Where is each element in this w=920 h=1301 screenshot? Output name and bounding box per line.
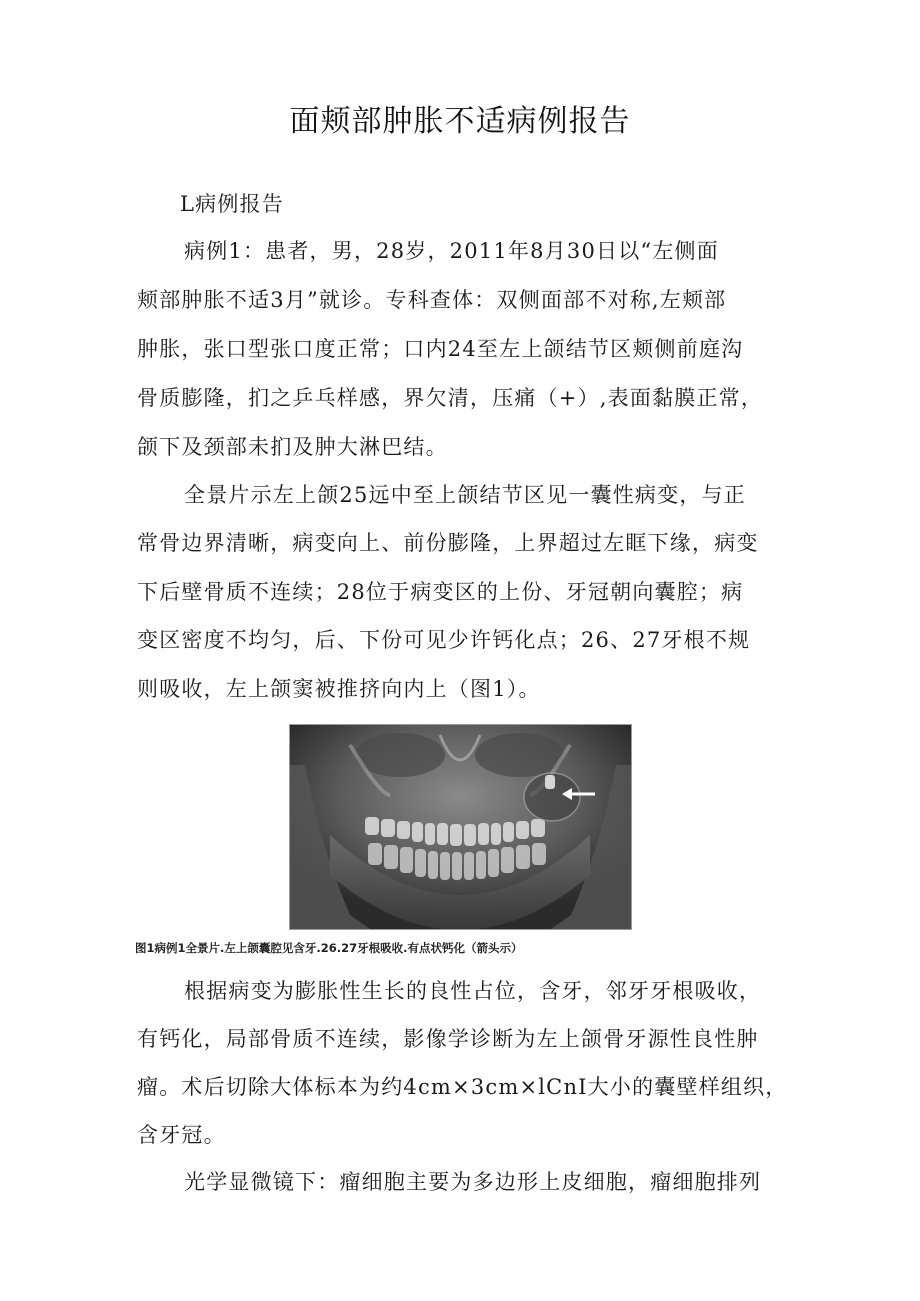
section-heading: L病例报告 <box>180 192 284 216</box>
paragraph3-line: 有钙化，局部骨质不连续，影像学诊断为左上颌骨牙源性良性肿 <box>137 1027 759 1051</box>
paragraph1-line: 骨质膨隆，扪之乒乓样感，界欠清，压痛（+）,表面黏膜正常， <box>137 386 764 410</box>
paragraph1-line: 颊部肿胀不适3月”就诊。专科查体：双侧面部不对称,左颊部 <box>137 288 727 312</box>
paragraph4-line: 光学显微镜下：瘤细胞主要为多边形上皮细胞，瘤细胞排列 <box>184 1170 762 1194</box>
paragraph2-line: 下后壁骨质不连续；28位于病变区的上份、牙冠朝向囊腔；病 <box>137 580 744 604</box>
paragraph2-line: 全景片示左上颌25远中至上颌结节区见一囊性病变，与正 <box>184 483 746 507</box>
paragraph2-line: 常骨边界清晰，病变向上、前份膨隆，上界超过左眶下缘，病变 <box>137 531 759 555</box>
paragraph3-line: 含牙冠。 <box>137 1123 226 1147</box>
panoramic-xray-figure <box>289 724 632 930</box>
figure-caption: 图1病例1全景片.左上颌囊腔见含牙.26.27牙根吸收.有点状钙化（箭头示） <box>135 941 523 955</box>
panoramic-xray-icon <box>290 725 631 929</box>
paragraph1-line: 颌下及颈部未扪及肿大淋巴结。 <box>137 435 448 459</box>
paragraph3-line: 根据病变为膨胀性生长的良性占位，含牙，邻牙牙根吸收， <box>184 979 762 1003</box>
paragraph1-line: 病例1：患者，男，28岁，2011年8月30日以“左侧面 <box>184 239 719 263</box>
document-title: 面颊部肿胀不适病例报告 <box>289 104 631 139</box>
paragraph2-line: 变区密度不均匀，后、下份可见少许钙化点；26、27牙根不规 <box>137 628 751 652</box>
paragraph2-line: 则吸收，左上颌窦被推挤向内上（图1）。 <box>137 677 541 701</box>
paragraph1-line: 肿胀，张口型张口度正常；口内24至左上颌结节区颊侧前庭沟 <box>137 337 744 361</box>
paragraph3-line: 瘤。术后切除大体标本为约4cm×3cm×lCnI大小的囊壁样组织， <box>137 1075 788 1099</box>
